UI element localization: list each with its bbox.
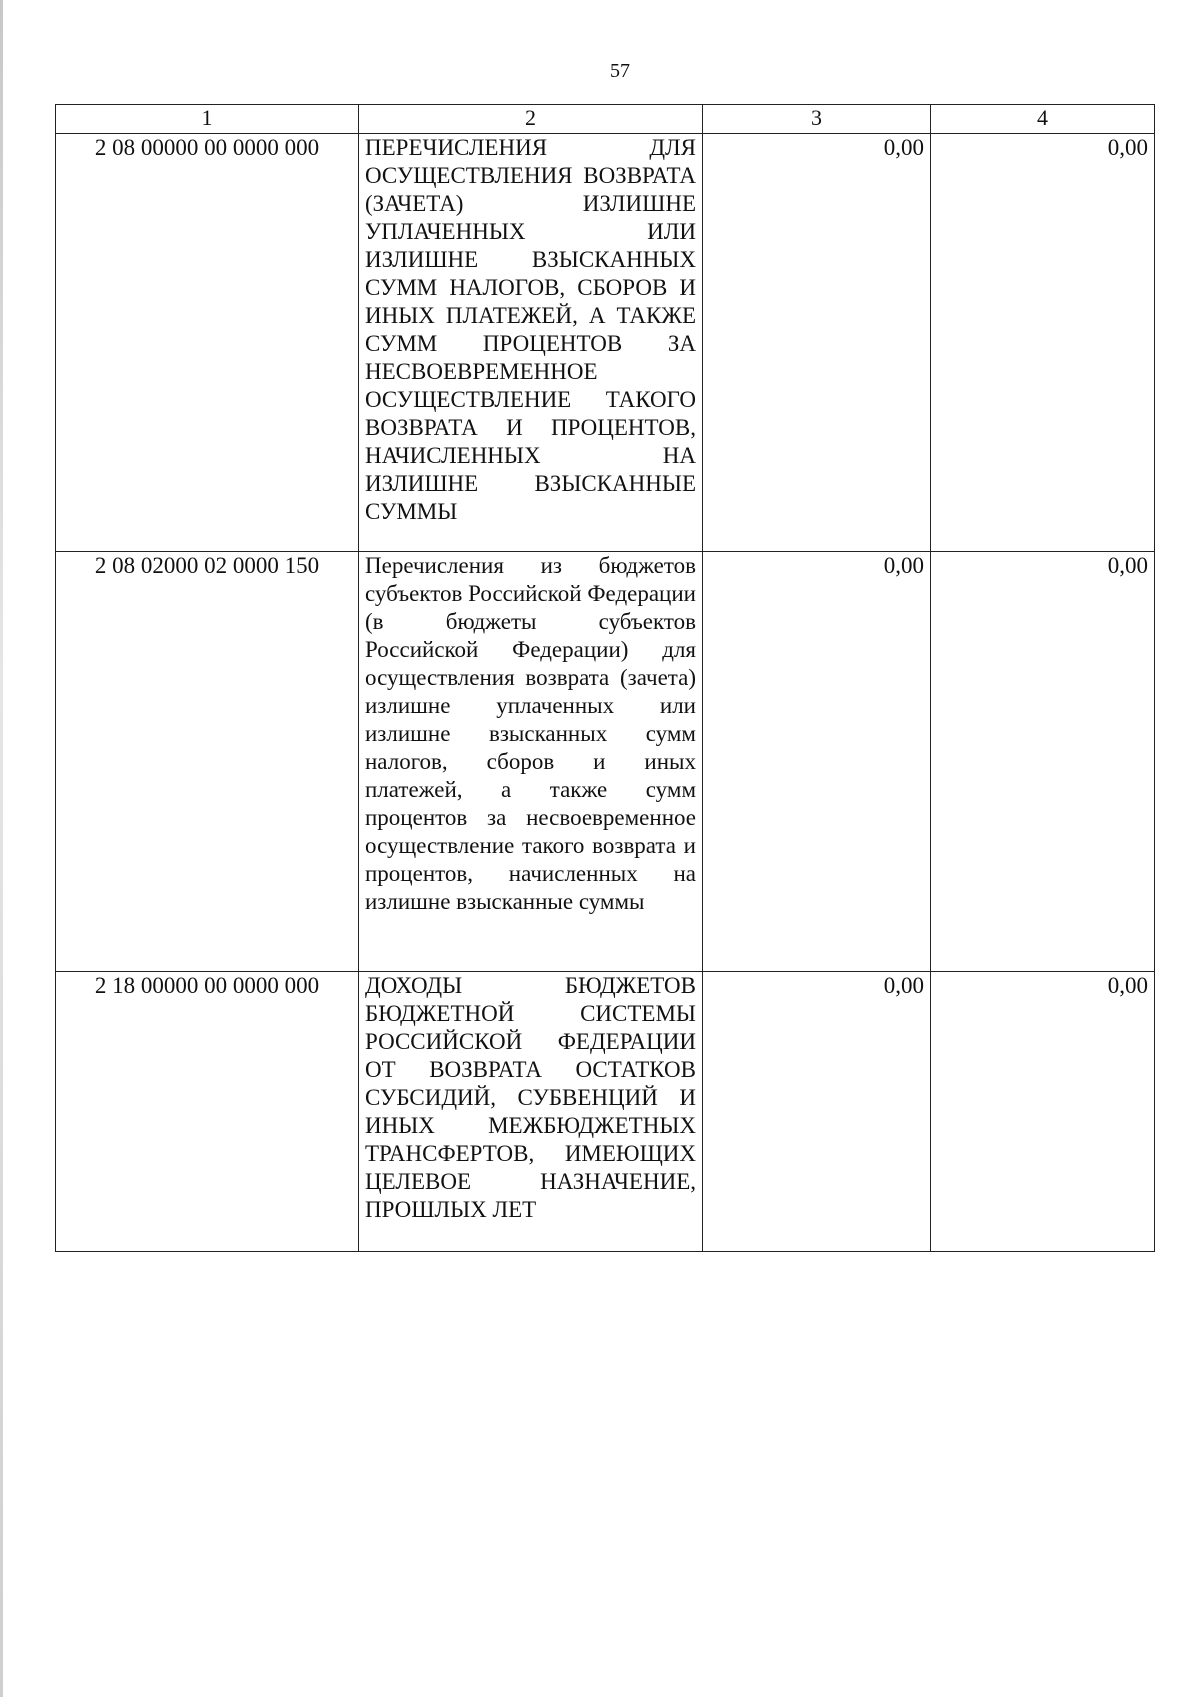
column-header-4: 4 — [931, 105, 1155, 134]
table-row — [56, 972, 1155, 1252]
table-header-row — [56, 105, 1155, 134]
row-value-col4: 0,00 — [931, 552, 1155, 972]
scan-edge — [0, 0, 3, 1697]
column-header-2: 2 — [359, 105, 703, 134]
row-code: 2 08 00000 00 0000 000 — [56, 134, 359, 552]
row-value-col4: 0,00 — [931, 972, 1155, 1252]
row-code: 2 18 00000 00 0000 000 — [56, 972, 359, 1252]
column-header-1: 1 — [56, 105, 359, 134]
row-value-col3: 0,00 — [703, 972, 931, 1252]
budget-table — [55, 104, 1155, 1252]
table-row — [56, 552, 1155, 972]
column-header-3: 3 — [703, 105, 931, 134]
table-row — [56, 134, 1155, 552]
row-value-col3: 0,00 — [703, 552, 931, 972]
row-value-col3: 0,00 — [703, 134, 931, 552]
row-value-col4: 0,00 — [931, 134, 1155, 552]
row-code: 2 08 02000 02 0000 150 — [56, 552, 359, 972]
page-number: 57 — [610, 60, 630, 82]
row-name: Перечисления из бюджетов субъектов Российской Федерации (в бюджеты субъектов Российской Федерации) для осуществления возврата (зачета) излишне уплаченных или излишне взысканных сумм налогов, сборов и иных платежей, а также сумм процентов за несвоевременное осуществление такого возврата и процентов, начисленных на излишне взысканные суммы — [359, 552, 703, 972]
row-name: ДОХОДЫ БЮДЖЕТОВ БЮДЖЕТНОЙ СИСТЕМЫ РОССИЙСКОЙ ФЕДЕРАЦИИ ОТ ВОЗВРАТА ОСТАТКОВ СУБСИДИЙ, СУБВЕНЦИЙ И ИНЫХ МЕЖБЮДЖЕТНЫХ ТРАНСФЕРТОВ, ИМЕЮЩИХ ЦЕЛЕВОЕ НАЗНАЧЕНИЕ, ПРОШЛЫХ ЛЕТ — [359, 972, 703, 1252]
row-name: ПЕРЕЧИСЛЕНИЯ ДЛЯ ОСУЩЕСТВЛЕНИЯ ВОЗВРАТА (ЗАЧЕТА) ИЗЛИШНЕ УПЛАЧЕННЫХ ИЛИ ИЗЛИШНЕ ВЗЫСКАННЫХ СУММ НАЛОГОВ, СБОРОВ И ИНЫХ ПЛАТЕЖЕЙ, А ТАКЖЕ СУММ ПРОЦЕНТОВ ЗА НЕСВОЕВРЕМЕННОЕ ОСУЩЕСТВЛЕНИЕ ТАКОГО ВОЗВРАТА И ПРОЦЕНТОВ, НАЧИСЛЕННЫХ НА ИЗЛИШНЕ ВЗЫСКАННЫЕ СУММЫ — [359, 134, 703, 552]
